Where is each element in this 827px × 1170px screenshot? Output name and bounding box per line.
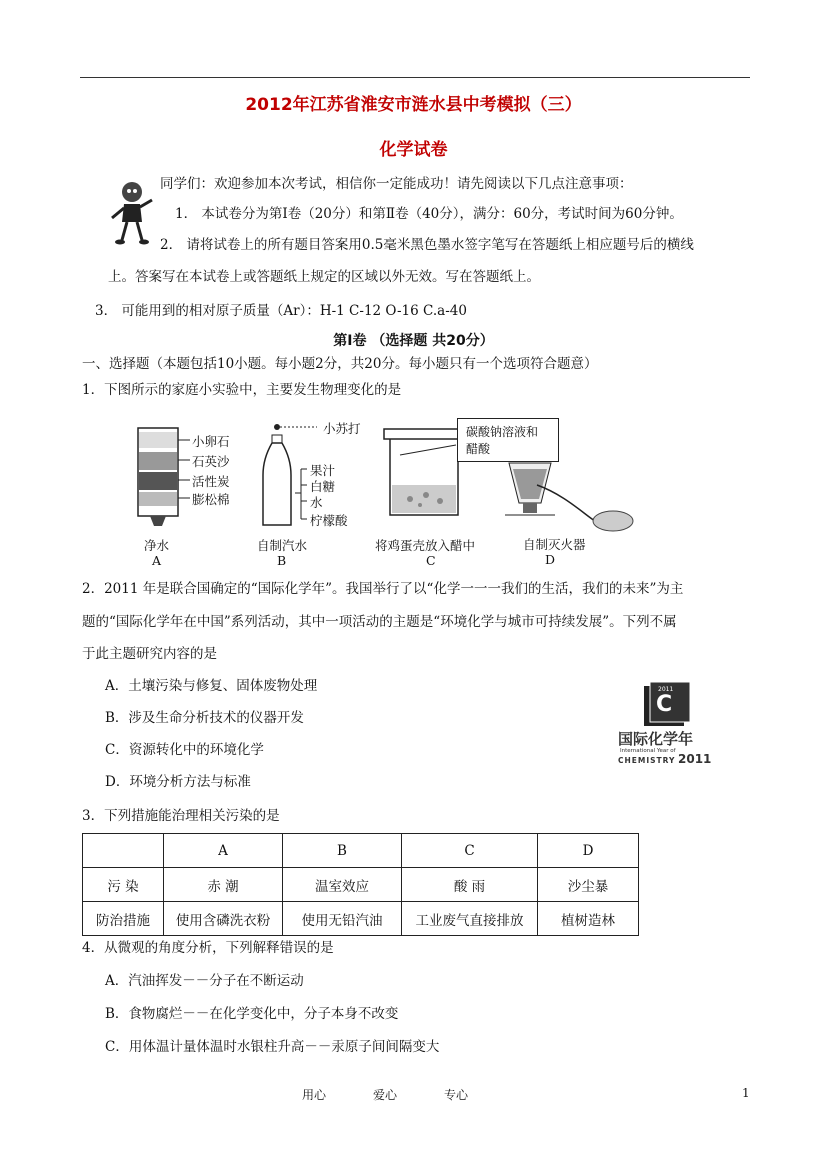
table-cell: 工业废气直接排放 (402, 902, 538, 936)
table-cell: 使用含磷洗衣粉 (164, 902, 283, 936)
fig-a-layer-3: 活性炭 (192, 474, 230, 489)
fig-c-letter: C (426, 553, 436, 568)
q1-figure-b (255, 415, 385, 568)
q2-option-b: B．涉及生命分析技术的仪器开发 (105, 710, 304, 726)
iyc-year-tag: 2011 (658, 686, 674, 693)
fig-a-layer-4: 膨松棉 (192, 492, 230, 507)
fig-b-item-2: 白糖 (310, 479, 336, 494)
intro-note-3: 3． 可能用到的相对原子质量（Ar）：H-1 C-12 O-16 C.a-40 (95, 303, 467, 319)
q3-table (82, 833, 639, 936)
table-cell: 温室效应 (283, 868, 402, 902)
page-number: 1 (742, 1086, 750, 1100)
table-cell: 植树造林 (538, 902, 639, 936)
table-cell (83, 834, 164, 868)
table-row (83, 834, 639, 868)
fig-d-caption: 自制灭火器 (523, 537, 586, 552)
fig-d-letter: D (545, 552, 556, 567)
table-cell: 沙尘暴 (538, 868, 639, 902)
intro-note-1: 1． 本试卷分为第Ⅰ卷（20分）和第Ⅱ卷（40分），满分：60分，考试时间为60分钟。 (175, 206, 683, 222)
iyc-letter: C (656, 692, 673, 717)
fig-b-letter: B (277, 553, 287, 568)
fig-b-item-1: 果汁 (310, 463, 336, 478)
intro-note-2b: 上。答案写在本试卷上或答题纸上规定的区域以外无效。写在答题纸上。 (108, 269, 540, 285)
table-cell: A (164, 834, 283, 868)
q4-stem: 4．从微观的角度分析，下列解释错误的是 (82, 940, 334, 956)
fig-c-note-line-2: 醋酸 (466, 442, 491, 456)
fig-b-top-label: 小苏打 (323, 421, 361, 436)
q1-stem: 1．下图所示的家庭小实验中，主要发生物理变化的是 (82, 382, 402, 398)
intro-greeting: 同学们：欢迎参加本次考试，相信你一定能成功！请先阅读以下几点注意事项： (160, 176, 633, 192)
fig-c-caption: 将鸡蛋壳放入醋中 (375, 538, 476, 553)
fig-a-layer-2: 石英沙 (192, 454, 230, 469)
fig-a-letter: A (152, 553, 162, 568)
q2-option-c: C．资源转化中的环境化学 (105, 742, 264, 758)
iyc-cn-name: 国际化学年 (618, 730, 694, 748)
q4-option-a: A．汽油挥发－－分子在不断运动 (105, 973, 304, 989)
fig-a-layer-1: 小卵石 (192, 434, 230, 449)
iyc-en-small: International Year of (620, 748, 676, 754)
table-cell: 赤 潮 (164, 868, 283, 902)
q2-stem-1: 2．2011 年是联合国确定的“国际化学年”。我国举行了以“化学一一一我们的生活，我们的未来”为主 (82, 581, 684, 597)
q2-option-a: A．土壤污染与修复、固体废物处理 (105, 678, 318, 694)
iyc-en-year: 2011 (678, 752, 712, 766)
table-row (83, 868, 639, 902)
section-instruction: 一、选择题（本题包括10小题。每小题2分，共20分。每小题只有一个选项符合题意） (82, 356, 598, 372)
q2-option-d: D．环境分析方法与标准 (105, 774, 251, 790)
q4-option-c: C．用体温计量体温时水银柱升高－－汞原子间间隔变大 (105, 1039, 440, 1055)
table-cell: 防治措施 (83, 902, 164, 936)
table-cell: B (283, 834, 402, 868)
footer-motto-2: 爱心 (373, 1088, 398, 1102)
extinguisher-icon (495, 455, 645, 535)
header-rule (80, 77, 750, 78)
table-cell: 使用无铅汽油 (283, 902, 402, 936)
table-cell: C (402, 834, 538, 868)
intro-note-2a: 2． 请将试卷上的所有题目答案用0.5毫米黑色墨水签字笔写在答题纸上相应题号后的横线 (160, 237, 694, 253)
fig-b-item-4: 柠檬酸 (310, 513, 348, 528)
footer-motto-1: 用心 (302, 1088, 327, 1102)
table-row (83, 902, 639, 936)
student-mascot-icon (100, 180, 160, 250)
page-subtitle: 化学试卷 (379, 140, 448, 160)
table-cell: 污 染 (83, 868, 164, 902)
iyc-en-big: CHEMISTRY (618, 756, 676, 765)
q2-stem-2: 题的“国际化学年在中国”系列活动，其中一项活动的主题是“环境化学与城市可持续发展”。下列不属 (82, 614, 677, 630)
table-cell: D (538, 834, 639, 868)
fig-b-item-3: 水 (310, 495, 323, 510)
page-title: 2012年江苏省淮安市涟水县中考模拟（三） (245, 95, 582, 115)
section-title: 第Ⅰ卷 （选择题 共20分） (333, 333, 494, 349)
fig-b-caption: 自制汽水 (257, 538, 308, 553)
table-cell: 酸 雨 (402, 868, 538, 902)
footer-motto-3: 专心 (444, 1088, 469, 1102)
q4-option-b: B．食物腐烂－－在化学变化中，分子本身不改变 (105, 1006, 399, 1022)
q2-stem-3: 于此主题研究内容的是 (82, 646, 217, 662)
iyc-logo (618, 680, 718, 770)
q1-figure-d (495, 455, 645, 565)
q3-stem: 3．下列措施能治理相关污染的是 (82, 808, 280, 824)
fig-c-note-line-1: 碳酸钠溶液和 (466, 425, 539, 439)
fig-a-caption: 净水 (144, 538, 170, 553)
